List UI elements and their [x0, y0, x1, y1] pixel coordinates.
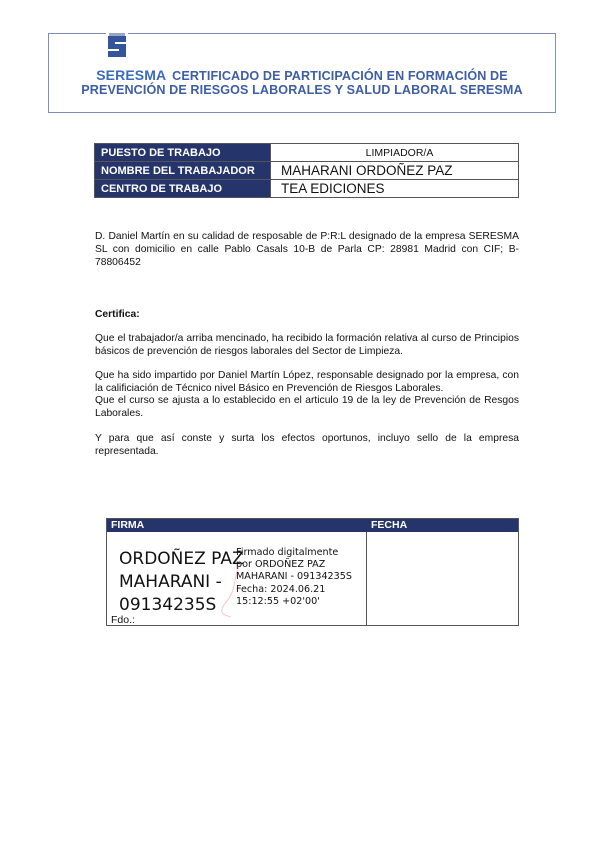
workplace-label: CENTRO DE TRABAJO — [95, 180, 271, 198]
digital-signature-detail: Firmado digitalmente por ORDOÑEZ PAZ MAHARANI - 09134235S Fecha: 2024.06.21 15:12:55 +02'00' — [236, 547, 352, 607]
certifica-heading: Certifica: — [95, 309, 140, 320]
worker-name-label: NOMBRE DEL TRABAJADOR — [95, 162, 271, 180]
paragraph-legal: Que el curso se ajusta a lo establecido en el articulo 19 de la ley de Prevención de Resgos Laborales. — [95, 395, 519, 420]
paragraph-closing: Y para que así conste y surta los efectos oportunos, incluyo sello de la empresa representada. — [95, 433, 519, 458]
table-row — [95, 180, 519, 198]
certificate-title-line2: PREVENCIÓN DE RIESGOS LABORALES Y SALUD LABORAL SERESMA — [81, 83, 523, 97]
worker-name-value: MAHARANI ORDOÑEZ PAZ — [271, 162, 519, 180]
job-position-label: PUESTO DE TRABAJO — [95, 144, 271, 162]
paragraph-instructor: Que ha sido impartido por Daniel Martín López, responsable designado por la empresa, con la calificiación de Técnico nivel Básico en Prevención de Riesgos Laborales. — [95, 370, 519, 395]
seresma-logo — [106, 33, 128, 59]
job-info-table — [94, 143, 519, 198]
certificate-title-line1 — [49, 67, 555, 83]
intro-paragraph: D. Daniel Martín en su calidad de resposable de P:R:L designado de la empresa SERESMA SL con domicilio en calle Pablo Casals 10-B de Parla CP: 28981 Madrid con CIF; B-78806452 — [95, 231, 519, 269]
fecha-header: FECHA — [366, 519, 518, 532]
firma-header: FIRMA — [107, 519, 366, 532]
signature-divider — [366, 532, 367, 626]
table-row — [95, 144, 519, 162]
paragraph-training: Que el trabajador/a arriba mencinado, ha recibido la formación relativa al curso de Principios básicos de prevención de riesgos laborales del Sector de Limpieza. — [95, 333, 519, 358]
title-text-1: CERTIFICADO DE PARTICIPACIÓN EN FORMACIÓN DE — [172, 69, 508, 83]
workplace-value: TEA EDICIONES — [271, 180, 519, 198]
fdo-label: Fdo.: — [111, 614, 135, 626]
signature-box — [106, 518, 519, 626]
job-position-value: LIMPIADOR/A — [271, 144, 519, 162]
table-row — [95, 162, 519, 180]
brand-name: SERESMA — [96, 67, 167, 83]
digital-signature-name: ORDOÑEZ PAZ MAHARANI - 09134235S — [119, 549, 244, 615]
certificate-header — [48, 33, 556, 113]
